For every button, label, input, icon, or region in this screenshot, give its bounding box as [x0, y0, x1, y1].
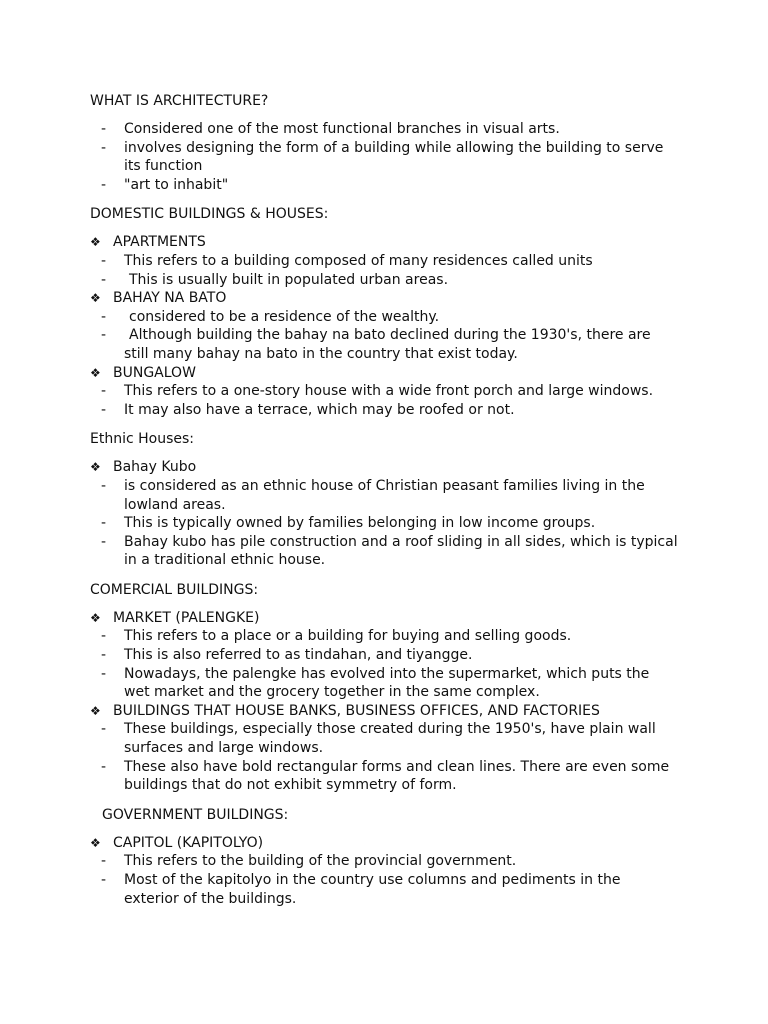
- bullet-title-text: BUNGALOW: [113, 364, 196, 381]
- dash-bullet: -: [101, 139, 107, 156]
- dash-bullet: -: [101, 176, 107, 193]
- list-item-text: It may also have a terrace, which may be roofed or not.: [124, 401, 515, 418]
- section-heading: GOVERNMENT BUILDINGS:: [102, 806, 289, 823]
- diamond-bullet-icon: ❖: [90, 703, 101, 718]
- dash-bullet: -: [101, 872, 107, 888]
- diamond-bullet-icon: ❖: [90, 835, 101, 850]
- dash-bullet: -: [101, 383, 107, 400]
- document-section: [90, 581, 678, 795]
- section-heading: COMERCIAL BUILDINGS:: [90, 581, 259, 598]
- dash-list: [90, 252, 678, 289]
- bullet-group: [90, 364, 678, 420]
- dash-bullet: -: [101, 121, 107, 137]
- dash-bullet: -: [101, 758, 107, 775]
- list-item: [90, 646, 678, 665]
- list-item-text: This refers to a place or a building for buying and selling goods.: [124, 628, 572, 645]
- bullet-title: [90, 233, 678, 252]
- section-heading: Ethnic Houses:: [90, 431, 195, 448]
- dash-bullet: -: [101, 853, 107, 870]
- bullet-group: [90, 609, 678, 702]
- list-item-text: This is usually built in populated urban areas.: [129, 271, 449, 288]
- dash-bullet: -: [101, 401, 107, 418]
- list-item-text: Although building the bahay na bato declined during the 1930's, there are still many bahay na bato in the country that exist today.: [124, 327, 651, 362]
- bullet-title: [90, 289, 678, 308]
- list-item: [90, 271, 678, 290]
- dash-list: [90, 308, 678, 364]
- list-item: [90, 720, 678, 757]
- section-heading: WHAT IS ARCHITECTURE?: [90, 93, 269, 109]
- list-item-text: This refers to a building composed of many residences called units: [124, 252, 593, 269]
- list-item: [90, 139, 678, 176]
- list-item-text: is considered as an ethnic house of Christian peasant families living in the lowland areas.: [124, 477, 645, 513]
- bullet-group: [90, 233, 678, 289]
- bullet-title: [90, 364, 678, 383]
- bullet-title-text: CAPITOL (KAPITOLYO): [113, 834, 264, 851]
- list-item: [90, 382, 678, 401]
- list-item: [90, 120, 678, 139]
- list-item-text: "art to inhabit": [124, 176, 229, 193]
- dash-bullet: -: [101, 515, 107, 532]
- dash-bullet: -: [101, 647, 107, 664]
- list-item: [90, 852, 678, 871]
- bullet-title: [90, 702, 678, 721]
- bullet-title-text: Bahay Kubo: [113, 459, 197, 476]
- document-section: [90, 806, 678, 908]
- bullet-group: [90, 702, 678, 795]
- dash-bullet: -: [101, 721, 107, 738]
- list-item: [90, 514, 678, 533]
- list-item-text: Considered one of the most functional branches in visual arts.: [124, 121, 560, 137]
- dash-bullet: -: [101, 665, 107, 682]
- list-item: [90, 326, 678, 363]
- bullet-group: [90, 458, 678, 570]
- diamond-bullet-icon: ❖: [90, 235, 101, 250]
- list-item-text: This refers to the building of the provincial government.: [124, 853, 517, 870]
- list-item-text: Most of the kapitolyo in the country use columns and pediments in the exterior of the buildings.: [124, 872, 621, 907]
- dash-list: [90, 627, 678, 701]
- bullet-title-text: APARTMENTS: [113, 234, 206, 251]
- list-item: [90, 533, 678, 570]
- bullet-title-text: BUILDINGS THAT HOUSE BANKS, BUSINESS OFFICES, AND FACTORIES: [113, 702, 600, 719]
- list-item-text: Nowadays, the palengke has evolved into the supermarket, which puts the wet market and the grocery together in the same complex.: [124, 665, 650, 701]
- bullet-group: [90, 834, 678, 908]
- list-item-text: These also have bold rectangular forms and clean lines. There are even some buildings that do not exhibit symmetry of form.: [124, 758, 670, 794]
- document-section: [90, 92, 678, 194]
- list-item-text: This is typically owned by families belonging in low income groups.: [124, 515, 596, 532]
- dash-list: [90, 852, 678, 908]
- document-section: [90, 430, 678, 570]
- list-item: [90, 477, 678, 514]
- dash-list: [90, 477, 678, 570]
- document-section: [90, 205, 678, 419]
- dash-list: [90, 382, 678, 419]
- dash-bullet: -: [101, 533, 107, 550]
- diamond-bullet-icon: ❖: [90, 460, 101, 475]
- list-item: [90, 401, 678, 420]
- list-item: [90, 252, 678, 271]
- dash-list: [90, 720, 678, 794]
- list-item-text: These buildings, especially those created during the 1950's, have plain wall surfaces and large windows.: [124, 721, 656, 757]
- list-item: [90, 627, 678, 646]
- dash-bullet: -: [101, 308, 107, 325]
- bullet-title: [90, 609, 678, 628]
- list-item-text: Bahay kubo has pile construction and a roof sliding in all sides, which is typical in a traditional ethnic house.: [124, 533, 678, 569]
- bullet-title: [90, 834, 678, 853]
- dash-bullet: -: [101, 271, 107, 288]
- diamond-bullet-icon: ❖: [90, 291, 101, 306]
- bullet-title: [90, 458, 678, 477]
- diamond-bullet-icon: ❖: [90, 365, 101, 380]
- dash-bullet: -: [101, 327, 107, 344]
- section-heading: DOMESTIC BUILDINGS & HOUSES:: [90, 206, 329, 223]
- list-item-text: This refers to a one-story house with a wide front porch and large windows.: [124, 383, 654, 400]
- dash-bullet: -: [101, 477, 107, 494]
- list-item: [90, 308, 678, 327]
- list-item: [90, 176, 678, 195]
- dash-bullet: -: [101, 628, 107, 645]
- bullet-group: [90, 289, 678, 363]
- list-item-text: considered to be a residence of the wealthy.: [129, 308, 440, 325]
- list-item-text: involves designing the form of a building while allowing the building to serve its function: [124, 139, 664, 175]
- bullet-title-text: BAHAY NA BATO: [113, 290, 227, 307]
- list-item: [90, 665, 678, 702]
- bullet-title-text: MARKET (PALENGKE): [113, 609, 260, 626]
- dash-list: [90, 120, 678, 194]
- dash-bullet: -: [101, 252, 107, 269]
- list-item: [90, 871, 678, 908]
- list-item-text: This is also referred to as tindahan, and tiyangge.: [124, 647, 473, 664]
- diamond-bullet-icon: ❖: [90, 610, 101, 625]
- list-item: [90, 758, 678, 795]
